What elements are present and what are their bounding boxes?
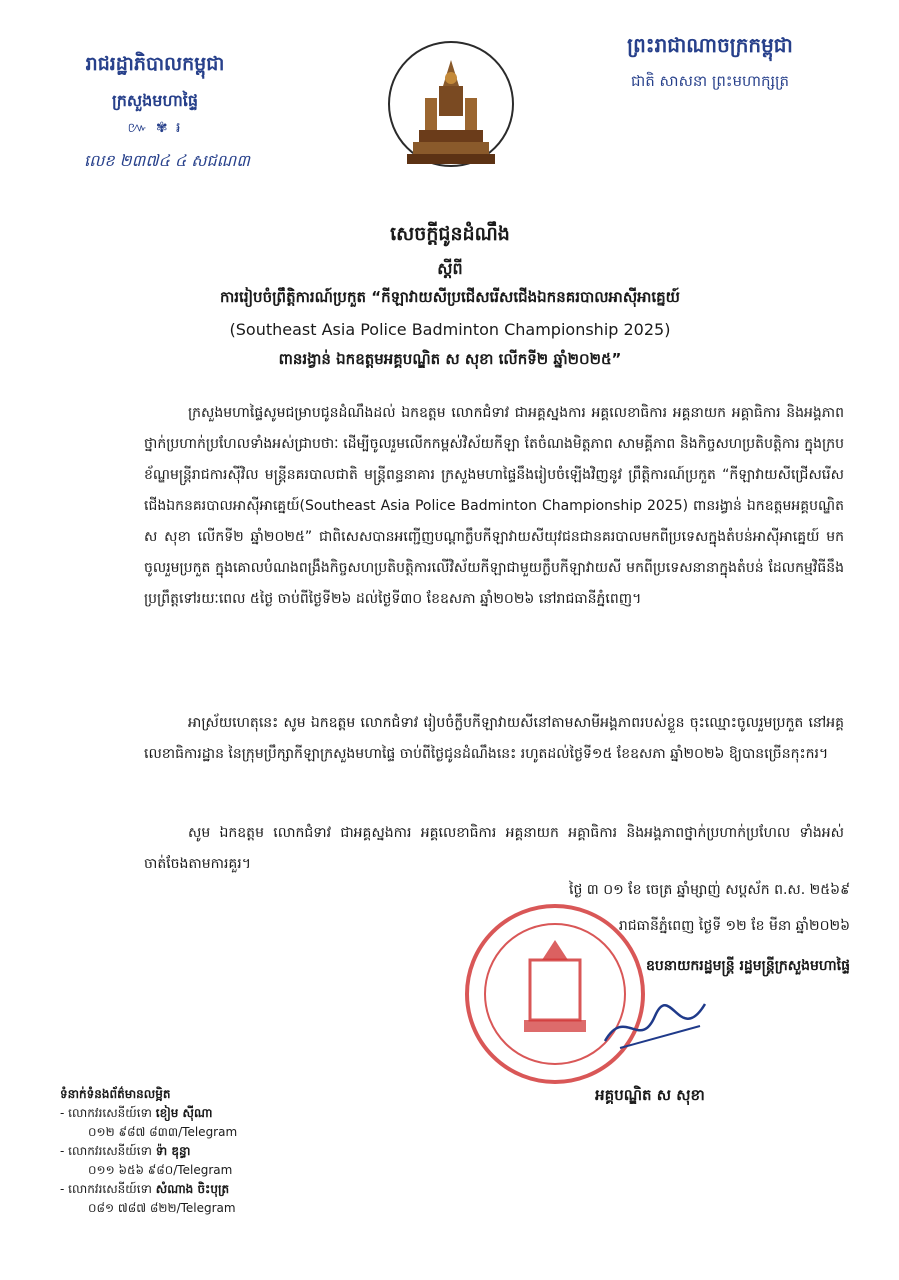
official-seal-stamp	[458, 900, 653, 1088]
header-left	[60, 52, 250, 139]
contact-name: ទ៉ា ឌុន្ធា	[155, 1144, 191, 1158]
title-event-khmer: ការរៀបចំព្រឹត្តិការណ៍ប្រកួត “កីឡាវាយសីប្រជើសរើសជើងឯកនគរបាលអាស៊ីអាគ្នេយ៍	[220, 288, 680, 306]
contact-item: - លោកវរសេនីយ៍ទោ ទ៉ា ឌុន្ធា	[60, 1144, 191, 1158]
contact-name: ខៀម ស៊ីណា	[155, 1106, 213, 1120]
contact-phone: ០៨១ ៧៨៧ ៨២២/Telegram	[88, 1201, 236, 1215]
title-subject-label: ស្តីពី	[437, 259, 463, 278]
document-title: សេចក្តីជូនដំណឹង	[390, 223, 510, 245]
kingdom-name: ព្រះរាជាណាចក្រកម្ពុជា	[627, 33, 793, 57]
title-event-english: (Southeast Asia Police Badminton Championship 2025)	[229, 320, 671, 339]
body-paragraph-2: អាស្រ័យហេតុនេះ សូម ឯកឧត្តម លោកជំទាវ រៀបចំក្លឹបកីឡាវាយសីនៅតាមសាមីអង្គភាពរបស់ខ្លួន ចុះឈ្មោះចូលរួមប្រកួត នៅអគ្គលេខាធិការដ្ឋាន នៃក្រុមប្រឹក្សាកីឡាក្រសួងមហាផ្ទៃ ចាប់ពីថ្ងៃជូនដំណឹងនេះ រហូតដល់ថ្ងៃទី១៥ ខែឧសភា ឆ្នាំ២០២៦ ឱ្យបានច្រើនកុះករ។	[144, 715, 844, 762]
body-paragraph-1: ក្រសួងមហាផ្ទៃសូមជម្រាបជូនដំណឹងដល់ ឯកឧត្តម លោកជំទាវ ជាអគ្គស្នងការ អគ្គលេខាធិការ អគ្គនាយក អគ្គាធិការ និងអង្គភាពថ្នាក់ប្រហាក់ប្រហែលទាំងអស់ជ្រាបថាៈ ដើម្បីចូលរួមលើកកម្ពស់វិស័យកីឡា តែចំណងមិត្តភាព សាមគ្គីភាព និងកិច្ចសហប្រតិបត្តិការ ក្នុងក្របខ័ណ្ឌមន្ត្រីរាជការស៊ីវិល មន្ត្រីនគរបាលជាតិ មន្ត្រីពន្ធនាគារ ក្រសួងមហាផ្ទៃនឹងរៀបចំឡើងវិញនូវ ព្រឹត្តិការណ៍ប្រកួត “កីឡាវាយសីជ្រើសរើសជើងឯកនគរបាលអាស៊ីអាគ្នេយ៍(Southeast Asia Police Badminton Championship 2025) ពានរង្វាន់ ឯកឧត្តមអគ្គបណ្ឌិត ស សុខា លើកទី២ ឆ្នាំ២០២៥” ជាពិសេសបានអញ្ជើញបណ្តាក្លឹបកីឡាវាយសីយុវជនជានគរបាលមកពីប្រទេសក្នុងតំបន់អាស៊ីអាគ្នេយ៍ មកចូលរួមប្រកួត ក្នុងគោលបំណងពង្រឹងកិច្ចសហប្រតិបត្តិការលើវិស័យកីឡាជាមួយក្លឹបកីឡាវាយសី មកពីប្រទេសនានាក្នុងតំបន់ ដែលកម្មវិធីនឹងប្រព្រឹត្តទៅរយៈពេល ៥ថ្ងៃ ចាប់ពីថ្ងៃទី២៦ ដល់ថ្ងៃទី៣០ ខែឧសភា ឆ្នាំ២០២៦ នៅរាជធានីភ្នំពេញ។	[144, 405, 844, 607]
royal-emblem-icon	[385, 38, 517, 198]
signer-name: អគ្គបណ្ឌិត ស សុខា	[595, 1086, 705, 1104]
contact-name: សំណាង ចិះបុត្រ	[155, 1182, 230, 1196]
contact-phone: ០១១ ៦៥៦ ៩៨០/Telegram	[88, 1163, 233, 1177]
ministry-name: ក្រសួងមហាផ្ទៃ	[111, 91, 198, 110]
national-motto: ជាតិ សាសនា ព្រះមហាក្សត្រ	[630, 72, 790, 90]
signer-title: ឧបនាយករដ្ឋមន្ត្រី រដ្ឋមន្ត្រីក្រសួងមហាផ្ទៃ	[645, 958, 850, 974]
reference-number: លេខ ២៣៧៤ ៤ សជណ៣	[84, 151, 250, 170]
contacts-title: ទំនាក់ទំនងព័ត៌មានលម្អិត	[60, 1087, 171, 1101]
date-solar: រាជធានីភ្នំពេញ ថ្ងៃទី ១២ ខែ មីនា ឆ្នាំ២០២៦	[618, 918, 850, 934]
body-paragraph-3: សូម ឯកឧត្តម លោកជំទាវ ជាអគ្គស្នងការ អគ្គលេខាធិការ អគ្គនាយក អគ្គាធិការ និងអង្គភាពថ្នាក់ប្រហាក់ប្រហែល ទាំងអស់ចាត់ចែងតាមការគួរ។	[144, 825, 844, 872]
contact-details	[60, 1085, 237, 1218]
contact-item: - លោកវរសេនីយ៍ទោ សំណាង ចិះបុត្រ	[60, 1182, 230, 1196]
ornament-divider: ៚ ✾ ៛	[127, 120, 183, 136]
contact-item: - លោកវរសេនីយ៍ទោ ខៀម ស៊ីណា	[60, 1106, 213, 1120]
header-right	[590, 32, 830, 94]
contact-phone: ០១២ ៩៨៧ ៨៣៣/Telegram	[88, 1125, 238, 1139]
government-name: រាជរដ្ឋាភិបាលកម្ពុជា	[85, 53, 225, 75]
handwritten-signature	[600, 996, 710, 1056]
date-lunar: ថ្ងៃ ៣ ០១ ខែ ចេត្រ ឆ្នាំម្សាញ់ សប្តស័ក ព.ស. ២៥៦៩	[569, 882, 850, 898]
title-award: ពានរង្វាន់ ឯកឧត្តមអគ្គបណ្ឌិត ស សុខា លើកទី២ ឆ្នាំ២០២៥”	[278, 350, 622, 368]
